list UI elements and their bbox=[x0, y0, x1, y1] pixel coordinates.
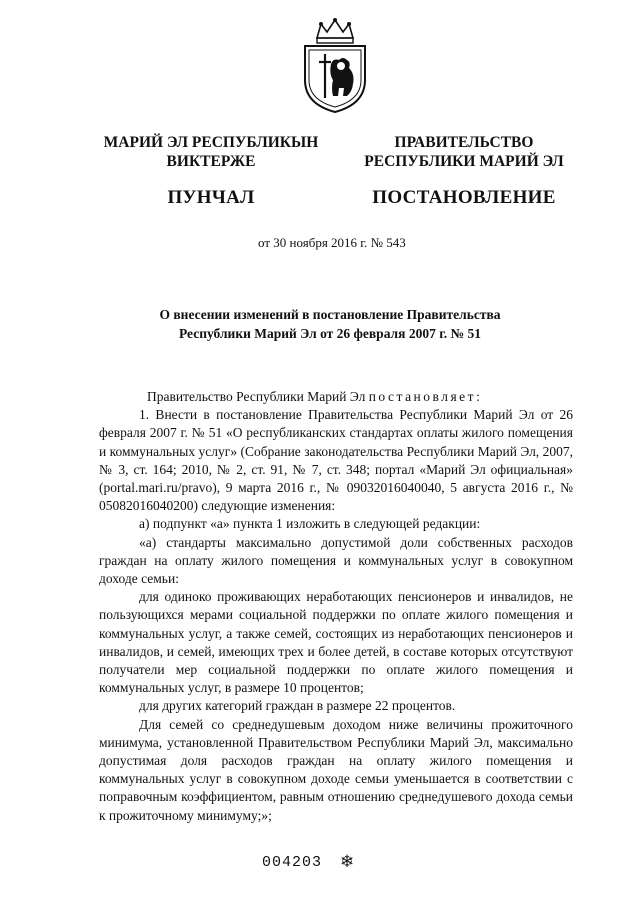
document-title-line1: О внесении изменений в постановление Правительства bbox=[159, 307, 501, 322]
body-paragraph: «а) стандарты максимально допустимой доли собственных расходов граждан на оплату жилого помещения и коммунальных услуг в совокупном доходе семьи: bbox=[99, 534, 573, 587]
decree-date-number: от 30 ноября 2016 г. № 543 bbox=[258, 235, 406, 250]
body-paragraph: Для семей со среднедушевым доходом ниже величины прожиточного минимума, установленной Правительством Республики Марий Эл, максимально допустимая доля расходов граждан на оплату жилого помещения и коммунальных услуг в совокупном доходе семьи уменьшается в соответствии с поправочным коэффициентом, равным отношению среднедушевого дохода семьи к прожиточному минимуму;»; bbox=[99, 716, 573, 823]
intro-prefix: Правительство Республики Марий Эл bbox=[147, 389, 369, 404]
intro-verb: постановляет: bbox=[368, 389, 483, 404]
document-title bbox=[110, 305, 550, 343]
body-paragraph: 1. Внести в постановление Правительства Республики Марий Эл от 26 февраля 2007 г. № 51 «О республиканских стандартах оплаты жилого помещения и коммунальных услуг» (Собрание законодательства Республики Марий Эл, 2007, № 3, ст. 164; 2010, № 2, ст. 91, № 7, ст. 348; портал «Марий Эл официальная» (portal.mari.ru/pravo), 9 марта 2016 г., № 09032016040040, 5 августа 2016 г., № 05082016040200) следующие изменения: bbox=[99, 407, 573, 514]
body-paragraph: а) подпункт «а» пункта 1 изложить в следующей редакции: bbox=[139, 516, 481, 532]
header-right-line1: ПРАВИТЕЛЬСТВО bbox=[394, 134, 534, 151]
body-paragraph: для других категорий граждан в размере 22 процентов. bbox=[139, 698, 456, 714]
snowflake-mark-icon: ❄ bbox=[340, 852, 355, 872]
header-right-block bbox=[348, 133, 580, 207]
header-right-doctype: ПОСТАНОВЛЕНИЕ bbox=[372, 187, 556, 208]
header-left-block bbox=[82, 133, 340, 207]
form-serial-number: 004203 bbox=[262, 854, 323, 871]
coat-of-arms-icon bbox=[297, 18, 373, 114]
header-right-line2: РЕСПУБЛИКИ МАРИЙ ЭЛ bbox=[364, 153, 564, 170]
document-title-line2: Республики Марий Эл от 26 февраля 2007 г. № 51 bbox=[178, 326, 481, 341]
mari-el-coat-of-arms-icon bbox=[297, 18, 373, 114]
body-paragraph: для одиноко проживающих неработающих пенсионеров и инвалидов, не пользующихся мерами социальной поддержки по оплате жилого помещения и коммунальных услуг, а также семей, состоящих из неработающих пенсионеров и инвалидов, и семей, имеющих трех и более детей, в составе которых отсутствуют получатели мер социальной поддержки по оплате жилого помещения и коммунальных услуг, в размере 10 процентов; bbox=[99, 589, 573, 696]
header-left-line1: МАРИЙ ЭЛ РЕСПУБЛИКЫН bbox=[103, 134, 319, 151]
header-left-line2: ВИКТЕРЖЕ bbox=[166, 153, 256, 170]
document-body bbox=[99, 388, 573, 825]
header-left-doctype: ПУНЧАЛ bbox=[167, 187, 255, 208]
intro-paragraph bbox=[99, 388, 573, 406]
